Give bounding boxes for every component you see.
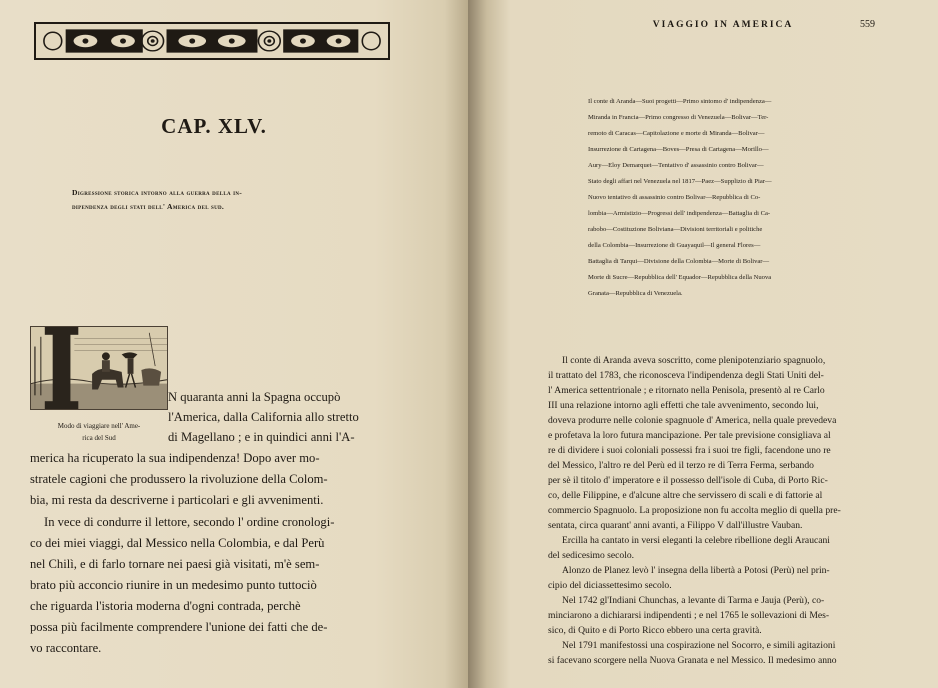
summary-line: Aury—Eloy Demarquet—Tentativo d' assassinio contro Bolivar— [588,162,764,169]
text-line: che riguarda l'istoria moderna d'ogni contrada, perchè [30,599,301,613]
summary-line: della Colombia—Insurrezione di Guayaquil—Il general Flores— [588,242,761,249]
text-line: In vece di condurre il lettore, secondo l' ordine cronologi- [44,515,335,529]
text-line: si facevano scorgere nella Nuova Granata e nel Messico. Il medesimo anno [548,655,837,666]
chapter-title: CAP. XLV. [161,114,267,138]
text-line: del sedicesimo secolo. [548,550,635,561]
summary-line: Nuovo tentativo di assassinio contro Bolivar—Repubblica di Co- [588,194,761,201]
text-line: doveva produrre nelle colonie spagnuole d' America, nella quale prevedeva [548,415,837,426]
summary-line: Stato degli affari nel Venezuela nel 1817—Paez—Supplizio di Piar— [588,178,772,185]
text-line: l' America settentrionale ; e ritornato nella Penisola, presentò al re Carlo [548,385,825,396]
text-line: Nel 1791 manifestossi una cospirazione nel Socorro, e simili agitazioni [562,640,836,651]
right-page [468,0,938,688]
page-number: 559 [860,19,875,30]
summary-line: Morte di Sucre—Repubblica dell' Equador—Repubblica della Nuova [588,274,772,281]
ornamental-header-band [34,22,390,60]
text-line: per sè il titolo d' imperatore e il possesso dell'isole di Cuba, di Porto Ric- [548,475,828,486]
text-line: minciarono a dichiararsi indipendenti ; e nel 1765 le sollevazioni di Mes- [548,610,830,621]
text-line: possa più facilmente comprendere l'unione dei fatti che de- [30,620,328,634]
text-line: e profetava la loro futura mancipazione. Per tale previsione consigliava al [548,430,831,441]
left-page [0,0,468,688]
summary-line: Il conte di Aranda—Suoi progetti—Primo sintomo d' indipendenza— [588,98,772,105]
caption-line: Modo di viaggiare nell' Ame- [57,422,141,430]
text-line: sico, di Quito e di Porto Ricco ebbero una certa gravità. [548,625,762,636]
illustration-caption [28,420,170,444]
text-line: merica ha ricuperato la sua indipendenza! Dopo aver mo- [30,451,320,465]
chapter-summary [72,186,338,214]
text-line: il trattato del 1783, che riconosceva l'indipendenza degli Stati Uniti del- [548,370,824,381]
text-line: di Magellano ; e in quindici anni l'A- [168,430,355,444]
summary-line: Digressione storica intorno alla guerra della in- [72,188,243,197]
text-line: l'America, dalla California allo stretto [168,410,359,424]
text-line: III una relazione intorno agli effetti che tale avvenimento, secondo lui, [548,400,819,411]
summary-line: Insurrezione di Cartagena—Boves—Presa di Cartagena—Morillo— [588,146,769,153]
summary-line: lombia—Armistizio—Progressi dell' indipendenza—Battaglia di Ca- [588,210,771,217]
text-line: brato più acconcio riunire in un medesimo punto tuttociò [30,578,317,592]
summary-line: Miranda in Francia—Primo congresso di Venezuela—Bolivar—Ter- [588,114,769,121]
summary-line: dipendenza degli stati dell' America del sud. [72,202,225,211]
text-line: nel Chilì, e di farlo tornare nei paesi già visitati, m'è sem- [30,557,320,571]
text-line: N quaranta anni la Spagna occupò [168,390,341,404]
summary-line: rabobo—Costituzione Boliviana—Divisioni territoriali e politiche [588,226,763,233]
text-line: bia, mi resta da descriverne i particolari e gli avvenimenti. [30,493,324,507]
caption-line: rica del Sud [82,434,116,442]
text-line: Alonzo de Planez levò l' insegna della libertà a Potosi (Perù) nel prin- [562,565,830,576]
text-line: co, delle Filippine, e d'alcune altre che servissero di scali e di fattorie al [548,490,823,501]
summary-line: Battaglia di Tarqui—Divisione della Colombia—Morte di Bolivar— [588,258,770,265]
text-line: del Messico, l'altro re del Perù ed il terzo re di Terra Ferma, serbando [548,460,814,471]
text-line: vo raccontare. [30,641,102,655]
summary-line: Granata—Repubblica di Venezuela. [588,290,683,297]
text-line: re di dividere i suoi coloniali possessi fra i suoi tre figli, facendone uno re [548,445,831,456]
text-line: Nel 1742 gl'Indiani Chunchas, a levante di Tarma e Jauja (Perù), co- [562,595,825,606]
engraving-travellers-illustration [30,326,168,410]
text-line: Il conte di Aranda aveva soscritto, come plenipotenziario spagnuolo, [562,355,826,366]
summary-line: remoto di Caracas—Capitolazione e morte di Miranda—Bolivar— [588,130,765,137]
text-line: co dei miei viaggi, dal Messico nella Colombia, e dal Perù [30,536,325,550]
text-line: commercio Spagnuolo. La proposizione non fu accolta meglio di quella pre- [548,505,841,516]
text-line: Ercilla ha cantato in versi eleganti la celebre ribellione degli Araucani [562,535,830,546]
text-line: stratele cagioni che produssero la rivoluzione della Colom- [30,472,328,486]
running-head: VIAGGIO IN AMERICA [652,20,794,30]
text-line: sentata, circa quarant' anni avanti, a Filippo V dall'illustre Vauban. [548,520,803,531]
text-line: cipio del diciassettesimo secolo. [548,580,672,591]
